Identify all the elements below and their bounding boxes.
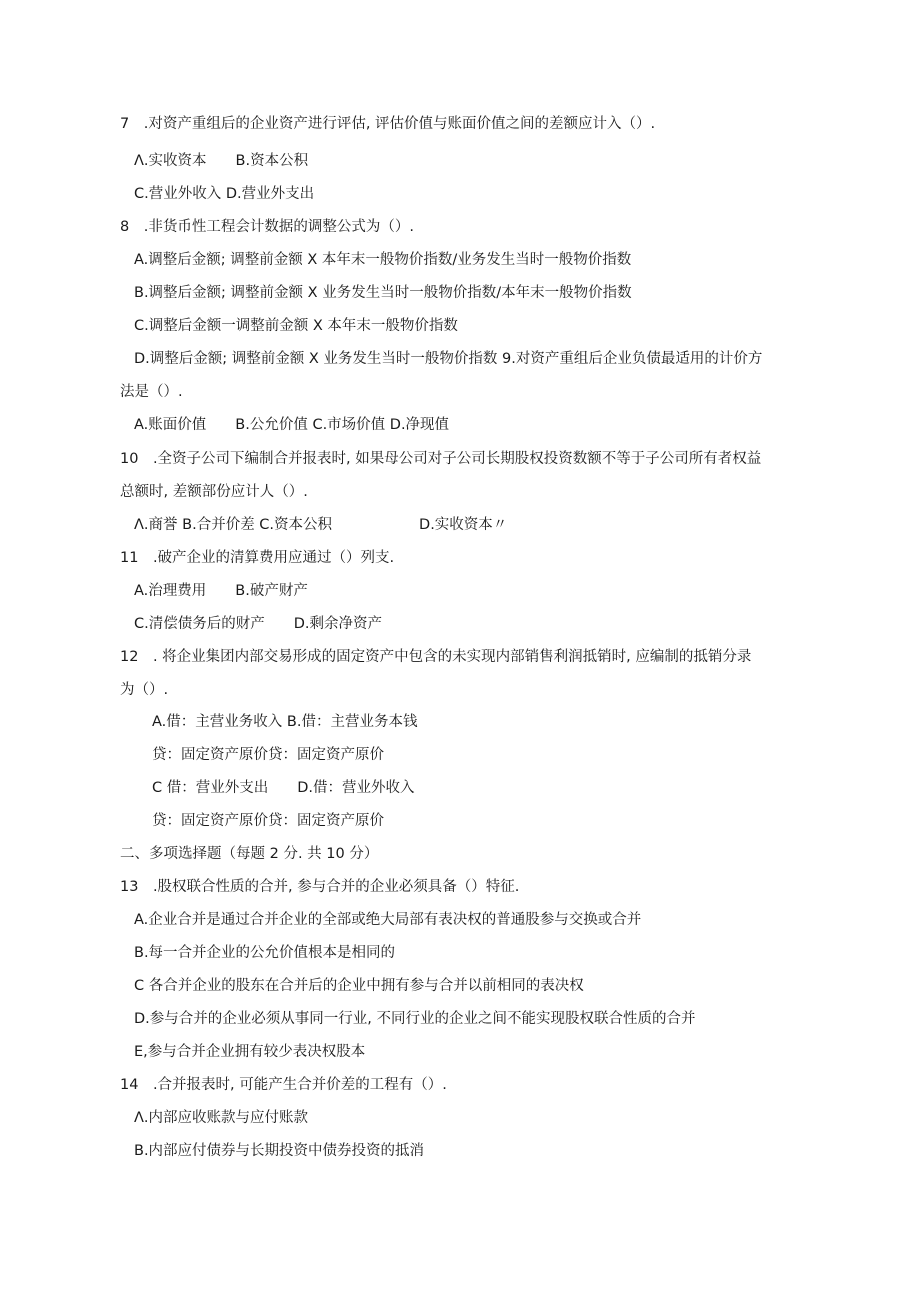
question-9-stem-cont: 法是（）. bbox=[120, 384, 183, 400]
question-8-option-a: A.调整后金额; 调整前金额 X 本年末一般物价指数/业务发生当时一般物价指数 bbox=[134, 252, 632, 268]
question-8-option-c: C.调整后金额一调整前金额 X 本年末一般物价指数 bbox=[134, 318, 458, 334]
question-12-options-ab-debit: A.借：主营业务收入 B.借：主营业务本钱 bbox=[152, 714, 418, 730]
question-13-option-a: A.企业合并是通过合并企业的全部或绝大局部有表决权的普通股参与交换或合并 bbox=[134, 912, 642, 928]
question-14-stem: 14 .合并报表时, 可能产生合并价差的工程有（）. bbox=[120, 1077, 447, 1093]
section-heading-multiple-choice: 二、多项选择题（每题 2 分. 共 10 分） bbox=[120, 846, 379, 862]
question-8-option-d: D.调整后金额; 调整前金额 X 业务发生当时一般物价指数 9.对资产重组后企业负债最适用的计价方 bbox=[134, 351, 763, 367]
question-7-options-cd: C.营业外收入 D.营业外支出 bbox=[134, 186, 315, 202]
question-7-options-ab: Λ.实收资本 B.资本公积 bbox=[134, 153, 309, 169]
question-13-option-b: B.每一合并企业的公允价值根本是相同的 bbox=[134, 945, 396, 961]
question-9-options: A.账面价值 B.公允价值 C.市场价值 D.净现值 bbox=[134, 417, 450, 433]
question-12-stem-cont: 为（）. bbox=[120, 682, 169, 698]
question-12-options-ab-credit: 贷：固定资产原价贷：固定资产原价 bbox=[152, 747, 384, 763]
question-11-stem: 11 .破产企业的清算费用应通过（）列支. bbox=[120, 550, 395, 566]
question-10-stem: 10 .全资子公司下编制合并报表时, 如果母公司对子公司长期股权投资数额不等于子公司所有者权益 bbox=[120, 451, 762, 467]
question-11-options-cd: C.清偿债务后的财产 D.剩余净资产 bbox=[134, 616, 383, 632]
question-14-option-b: B.内部应付债券与长期投资中债券投资的抵消 bbox=[134, 1143, 425, 1159]
question-10-options: Λ.商誉 B.合并价差 C.资本公积 D.实收资本〃 bbox=[134, 517, 508, 533]
question-8-option-b: B.调整后金额; 调整前金额 X 业务发生当时一般物价指数/本年末一般物价指数 bbox=[134, 285, 632, 301]
question-12-stem: 12 . 将企业集团内部交易形成的固定资产中包含的未实现内部销售利润抵销时, 应编制的抵销分录 bbox=[120, 649, 752, 665]
question-7-stem: 7 .对资产重组后的企业资产进行评估, 评估价值与账面价值之间的差额应计入（）. bbox=[120, 116, 656, 132]
question-8-stem: 8 .非货币性工程会计数据的调整公式为（）. bbox=[120, 219, 414, 235]
question-13-stem: 13 .股权联合性质的合并, 参与合并的企业必须具备（）特征. bbox=[120, 879, 520, 895]
question-13-option-e: E,参与合并企业拥有较少表决权股本 bbox=[134, 1044, 366, 1060]
question-11-options-ab: A.治理费用 B.破产财产 bbox=[134, 583, 308, 599]
question-13-option-c: C 各合并企业的股东在合并后的企业中拥有参与合并以前相同的表决权 bbox=[134, 978, 584, 994]
question-13-option-d: D.参与合并的企业必须从事同一行业, 不同行业的企业之间不能实现股权联合性质的合并 bbox=[134, 1011, 696, 1027]
question-12-options-cd-debit: C 借：营业外支出 D.借：营业外收入 bbox=[152, 780, 415, 796]
question-12-options-cd-credit: 贷：固定资产原价贷：固定资产原价 bbox=[152, 813, 384, 829]
question-10-stem-cont: 总额时, 差额部份应计人（）. bbox=[120, 484, 308, 500]
question-14-option-a: Λ.内部应收账款与应付账款 bbox=[134, 1110, 309, 1126]
